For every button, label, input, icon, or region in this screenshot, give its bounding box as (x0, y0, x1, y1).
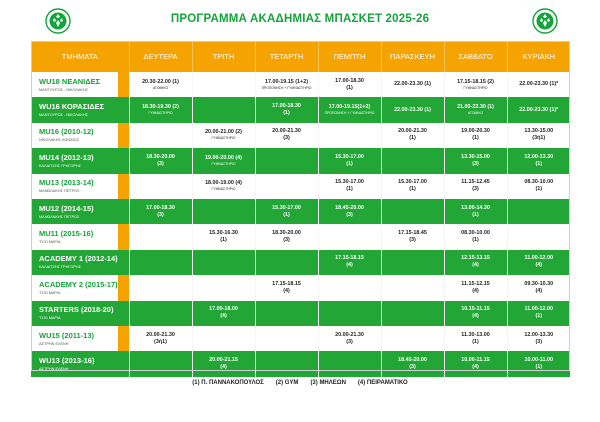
session-venue: (1) (472, 211, 479, 218)
schedule-cell (192, 301, 255, 326)
schedule-cell (444, 301, 507, 326)
session-time: 15.30-17.00 (398, 179, 427, 186)
team-name: MU11 (2015-16) (39, 229, 94, 239)
session-venue: (4) (535, 262, 543, 269)
session-time: 10.00-11.15 (461, 356, 490, 363)
session-venue: (1) (472, 237, 479, 244)
schedule-cell (318, 174, 381, 199)
session-time: 20.00-21.15 (209, 356, 238, 363)
schedule-cell (255, 123, 318, 148)
session-venue: (4) (472, 262, 479, 269)
header-day: ΤΡΙΤΗ (192, 41, 255, 72)
legend-item: (2) GYM (275, 380, 299, 386)
schedule-cell (318, 301, 381, 326)
schedule-cell (255, 174, 318, 199)
session-time: 12.15-13.15 (461, 255, 490, 262)
schedule-cell (129, 326, 192, 351)
schedule-cell (507, 97, 570, 122)
coach-name: ΜΑΝΤΟΥΡΟΣ - ΝΙΚΟΛΑΚΗΣ (39, 87, 89, 92)
team-cell (31, 123, 129, 148)
session-venue: (3) (472, 186, 479, 193)
table-row (31, 301, 570, 326)
schedule-cell (444, 224, 507, 249)
schedule-cell (129, 351, 192, 376)
schedule-cell (381, 275, 444, 300)
session-time: 12.00-13.30 (524, 331, 554, 338)
team-name: ACADEMY 1 (2012-14) (39, 254, 118, 264)
schedule-cell (381, 148, 444, 173)
legend-item: (4) ΠΕΙΡΑΜΑΤΙΚΟ (357, 380, 408, 386)
coach-name: ΜΑΝΤΟΥΡΟΣ - ΝΙΚΟΛΑΚΗΣ (39, 113, 89, 118)
schedule-cell (381, 326, 444, 351)
coach-name: ΚΑΛΑΙΤΖΗΣ ΓΡΗΓΟΡΗΣ (39, 163, 82, 168)
schedule-cell (507, 174, 570, 199)
session-time: 13.30-15.00 (461, 153, 490, 160)
session-time: 19.00-20.00 (4) (205, 154, 242, 161)
schedule-cell (129, 275, 192, 300)
schedule-cell (507, 72, 570, 97)
schedule-cell (318, 123, 381, 148)
session-time: 13.00-14.30 (461, 204, 490, 211)
team-cell (31, 351, 129, 376)
header-day: ΠΕΜΠΤΗ (318, 41, 381, 72)
team-name: WU13 (2013-16) (39, 355, 95, 365)
session-venue: (1) (472, 135, 479, 142)
session-time: 22.00-23.30 (1) (394, 106, 431, 113)
schedule-cell (507, 301, 570, 326)
session-venue: (3ή1) (532, 135, 546, 142)
schedule-cell (444, 275, 507, 300)
coach-name: ΤΣΙΟ ΜΑΡΙΑ (39, 240, 61, 245)
schedule-cell (192, 199, 255, 224)
team-cell (31, 224, 129, 249)
coach-name: ΝΙΚΟΛΑΚΗΣ ΚΩΝ/ΝΟΣ (39, 138, 80, 143)
schedule-cell (192, 148, 255, 173)
session-time: 22.00-23.30 (1)* (519, 81, 559, 88)
coach-name: ΔΕΤΡΗΝ ΕΛΕΝΗ (39, 366, 69, 371)
venue-legend (0, 380, 600, 386)
club-logo-right (532, 8, 558, 34)
session-venue: (1) (472, 338, 479, 345)
table-row (31, 224, 570, 249)
session-time: 17.00-18.00 (209, 306, 238, 313)
schedule-cell (381, 351, 444, 376)
schedule-cell (192, 224, 255, 249)
schedule-cell (255, 97, 318, 122)
team-cell (31, 326, 129, 351)
session-time: 15.30-17.00 (335, 179, 364, 186)
session-venue: (4) (535, 287, 543, 294)
schedule-cell (192, 351, 255, 376)
session-time: 08.30-10.00 (461, 230, 490, 237)
team-cell (31, 148, 129, 173)
team-name: WU16 ΚΟΡΑΣΙΔΕΣ (39, 102, 105, 112)
schedule-cell (318, 224, 381, 249)
session-time: 10.15-11.15 (461, 306, 490, 313)
schedule-cell (444, 174, 507, 199)
session-note: ΑΤΟΜΙΚΟ (467, 111, 484, 116)
schedule-cell (444, 72, 507, 97)
schedule-cell (192, 72, 255, 97)
team-name: MU14 (2012-13) (39, 152, 94, 162)
session-venue: (1) (283, 211, 290, 218)
schedule-cell (255, 72, 318, 97)
session-time: 15.30-17.00 (272, 204, 301, 211)
schedule-cell (381, 72, 444, 97)
schedule-cell (507, 199, 570, 224)
table-row (31, 72, 570, 97)
schedule-cell (507, 224, 570, 249)
session-time: 22.00-23.30 (1)* (519, 106, 559, 113)
team-cell (31, 250, 129, 275)
team-name: ACADEMY 2 (2015-17) (39, 279, 118, 289)
session-time: 21.00-22.30 (1) (457, 104, 494, 111)
session-venue: (1) (220, 237, 227, 244)
schedule-cell (444, 97, 507, 122)
session-time: 20.00-21.30 (335, 331, 364, 338)
team-name: MU13 (2013-14) (39, 178, 94, 188)
schedule-cell (381, 224, 444, 249)
session-note: ΓΥΜΝΑΣΤΗΡΙΟ (211, 187, 236, 192)
schedule-cell (129, 123, 192, 148)
team-name: WU18 ΝΕΑΝΙΔΕΣ (39, 76, 101, 86)
session-time: 17.00-18.30 (272, 103, 301, 110)
header-day: ΠΑΡΑΣΚΕΥΗ (381, 41, 444, 72)
team-cell (31, 97, 129, 122)
session-note: ΓΥΜΝΑΣΤΗΡΙΟ (211, 136, 236, 141)
table-row (31, 123, 570, 148)
table-row (31, 97, 570, 122)
schedule-cell (444, 351, 507, 376)
row-accent-bar (118, 72, 129, 97)
session-time: 11.00-12.00 (524, 306, 553, 313)
schedule-table (31, 41, 570, 377)
session-venue: (4) (283, 287, 290, 294)
row-accent-bar (118, 174, 129, 199)
schedule-cell (192, 97, 255, 122)
session-venue: (1) (283, 110, 290, 117)
session-time: 20.00-21.30 (272, 128, 301, 135)
session-time: 18.30-19.30 (2) (142, 104, 179, 111)
schedule-cell (507, 123, 570, 148)
session-venue: (1) (535, 363, 543, 370)
session-time: 19.00-20.30 (461, 128, 490, 135)
session-time: 17.15-18.15 (2) (457, 78, 494, 85)
session-time: 18.30-20.00 (272, 230, 301, 237)
schedule-cell (507, 275, 570, 300)
row-accent-bar (118, 326, 129, 351)
session-time: 18.00-19.00 (4) (205, 180, 242, 187)
team-name: STARTERS (2018-20) (39, 305, 114, 315)
header-day: ΔΕΥΤΕΡΑ (129, 41, 192, 72)
schedule-cell (507, 148, 570, 173)
session-venue: (3) (535, 338, 543, 345)
team-cell (31, 199, 129, 224)
session-venue: (3ή1) (154, 338, 167, 345)
page-title: ΠΡΟΓΡΑΜΜΑ ΑΚΑΔΗΜΙΑΣ ΜΠΑΣΚΕΤ 2025-26 (170, 13, 430, 25)
schedule-cell (381, 123, 444, 148)
schedule-cell (129, 97, 192, 122)
schedule-cell (129, 250, 192, 275)
session-time: 18.45-20.00 (335, 204, 364, 211)
schedule-cell (129, 301, 192, 326)
session-time: 17.15-18.45 (398, 230, 427, 237)
table-row (31, 326, 570, 351)
session-venue: (3) (283, 237, 290, 244)
session-time: 11.15-12.15 (461, 280, 490, 287)
legend-item: (1) Π. ΠΑΝΝΑΚΟΠΟΥΛΟΣ (192, 380, 264, 386)
header-day: ΣΑΒΒΑΤΟ (444, 41, 507, 72)
table-row (31, 351, 570, 376)
schedule-cell (444, 326, 507, 351)
session-note: ΠΡΟΠΟΝΗΣΗ + ΓΥΜΝΑΣΤΗΡΙΟ (324, 111, 375, 116)
session-venue: (1) (535, 186, 543, 193)
session-note: ΓΥΜΝΑΣΤΗΡΙΟ (148, 111, 173, 116)
schedule-cell (318, 199, 381, 224)
schedule-cell (381, 97, 444, 122)
session-time: 22.00-23.30 (1) (394, 81, 431, 88)
schedule-cell (318, 250, 381, 275)
session-time: 13.30-15.00 (524, 128, 554, 135)
coach-name: ΜΑΝΩΛΑΚΗΣ ΠΕΤΡΟΣ (39, 189, 80, 194)
row-accent-bar (118, 275, 129, 300)
schedule-cell (381, 199, 444, 224)
row-accent-bar (118, 123, 129, 148)
team-name: MU12 (2014-15) (39, 203, 94, 213)
schedule-cell (318, 351, 381, 376)
coach-name: ΜΑΝΩΛΑΚΗΣ ΠΕΤΡΟΣ (39, 214, 80, 219)
row-accent-bar (118, 224, 129, 249)
schedule-cell (318, 326, 381, 351)
team-cell (31, 174, 129, 199)
schedule-cell (255, 224, 318, 249)
schedule-cell (255, 148, 318, 173)
header-teams: ΤΜΗΜΑΤΑ (31, 41, 129, 72)
session-time: 17.15-18.15 (335, 255, 364, 262)
session-venue: (3) (283, 135, 290, 142)
session-time: 17.00-19.15 (1+2) (264, 78, 308, 85)
schedule-cell (507, 351, 570, 376)
session-note: ΑΤΟΜΙΚΟ (152, 85, 169, 90)
table-row (31, 174, 570, 199)
coach-name: ΔΕΤΡΗΝ ΕΛΕΝΗ (39, 341, 69, 346)
session-time: 15.30-17.00 (335, 153, 364, 160)
session-time: 12.00-13.30 (524, 153, 554, 160)
schedule-cell (255, 199, 318, 224)
session-venue: (4) (472, 287, 479, 294)
session-time: 11.30-13.00 (461, 331, 490, 338)
session-venue: (1) (535, 313, 543, 320)
session-venue: (1) (346, 84, 353, 91)
session-venue: (1) (409, 186, 416, 193)
schedule-cell (318, 72, 381, 97)
schedule-cell (192, 123, 255, 148)
team-name: WU15 (2011-13) (39, 330, 95, 340)
session-time: 17.15-18.15 (272, 280, 301, 287)
table-row (31, 199, 570, 224)
session-venue: (1) (409, 135, 416, 142)
session-time: 17.00-18.30 (335, 77, 364, 84)
session-venue: (4) (472, 363, 479, 370)
table-row (31, 250, 570, 275)
team-cell (31, 301, 129, 326)
session-venue: (3) (409, 237, 416, 244)
schedule-cell (444, 123, 507, 148)
legend-item: (3) ΜΗΛΕΩΝ (310, 380, 346, 386)
session-time: 09.30-10.30 (524, 280, 554, 287)
schedule-cell (129, 174, 192, 199)
session-venue: (3) (157, 211, 164, 218)
schedule-cell (192, 326, 255, 351)
team-name: MU16 (2010-12) (39, 127, 94, 137)
session-venue: (3) (346, 338, 353, 345)
header-day: ΤΕΤΑΡΤΗ (255, 41, 318, 72)
team-cell (31, 72, 129, 97)
session-time: 20.00-21.30 (146, 331, 175, 338)
session-time: 20.00-21.00 (2) (205, 129, 242, 136)
session-time: 08.30-10.00 (524, 179, 554, 186)
schedule-cell (507, 250, 570, 275)
session-time: 11.15-12.45 (461, 179, 490, 186)
schedule-cell (129, 199, 192, 224)
session-time: 10.00-11.00 (524, 356, 553, 363)
session-note: ΠΡΟΠΟΝΗΣΗ + ΓΥΜΝΑΣΤΗΡΙΟ (261, 85, 312, 90)
schedule-cell (255, 301, 318, 326)
team-cell (31, 275, 129, 300)
session-time: 18.30-20.00 (146, 153, 175, 160)
table-row (31, 275, 570, 300)
schedule-cell (444, 199, 507, 224)
session-note: ΓΥΜΝΑΣΤΗΡΙΟ (211, 161, 236, 166)
session-venue: (4) (346, 262, 353, 269)
session-note: ΓΥΜΝΑΣΤΗΡΙΟ (463, 85, 488, 90)
schedule-cell (318, 97, 381, 122)
schedule-cell (444, 250, 507, 275)
schedule-cell (192, 174, 255, 199)
session-time: 20.00-21.30 (398, 128, 427, 135)
coach-name: ΤΣΙΟ ΜΑΡΙΑ (39, 290, 61, 295)
session-venue: (1) (346, 186, 353, 193)
schedule-cell (255, 275, 318, 300)
session-venue: (3) (472, 160, 479, 167)
session-venue: (3) (409, 363, 416, 370)
header-day: ΚΥΡΙΑΚΗ (507, 41, 570, 72)
session-time: 11.00-12.00 (524, 255, 553, 262)
session-venue: (4) (472, 313, 479, 320)
session-venue: (3) (157, 160, 164, 167)
schedule-cell (255, 351, 318, 376)
coach-name: ΚΑΛΑΙΤΖΗΣ ΓΡΗΓΟΡΗΣ (39, 265, 82, 270)
schedule-cell (129, 224, 192, 249)
table-row (31, 148, 570, 173)
schedule-cell (255, 326, 318, 351)
session-time: 17.00-18.30 (146, 204, 175, 211)
session-time: 17.00-19.15(1+2) (328, 104, 371, 111)
schedule-cell (507, 326, 570, 351)
schedule-cell (444, 148, 507, 173)
schedule-cell (192, 250, 255, 275)
session-venue: (4) (220, 363, 227, 370)
schedule-cell (381, 250, 444, 275)
session-venue: (1) (346, 160, 353, 167)
schedule-cell (381, 174, 444, 199)
schedule-cell (318, 148, 381, 173)
session-venue: (3) (346, 211, 353, 218)
session-time: 20.30-22.00 (1) (142, 78, 179, 85)
session-venue: (4) (220, 313, 227, 320)
header-row (31, 41, 570, 72)
coach-name: ΤΣΙΟ ΜΑΡΙΑ (39, 316, 61, 321)
schedule-cell (129, 148, 192, 173)
session-venue: (1) (535, 160, 543, 167)
session-time: 18.45-20.00 (398, 356, 427, 363)
schedule-cell (192, 275, 255, 300)
schedule-cell (318, 275, 381, 300)
schedule-cell (381, 301, 444, 326)
schedule-cell (255, 250, 318, 275)
schedule-cell (129, 72, 192, 97)
schedule-body (31, 72, 570, 377)
session-time: 15.30-16.30 (209, 230, 238, 237)
